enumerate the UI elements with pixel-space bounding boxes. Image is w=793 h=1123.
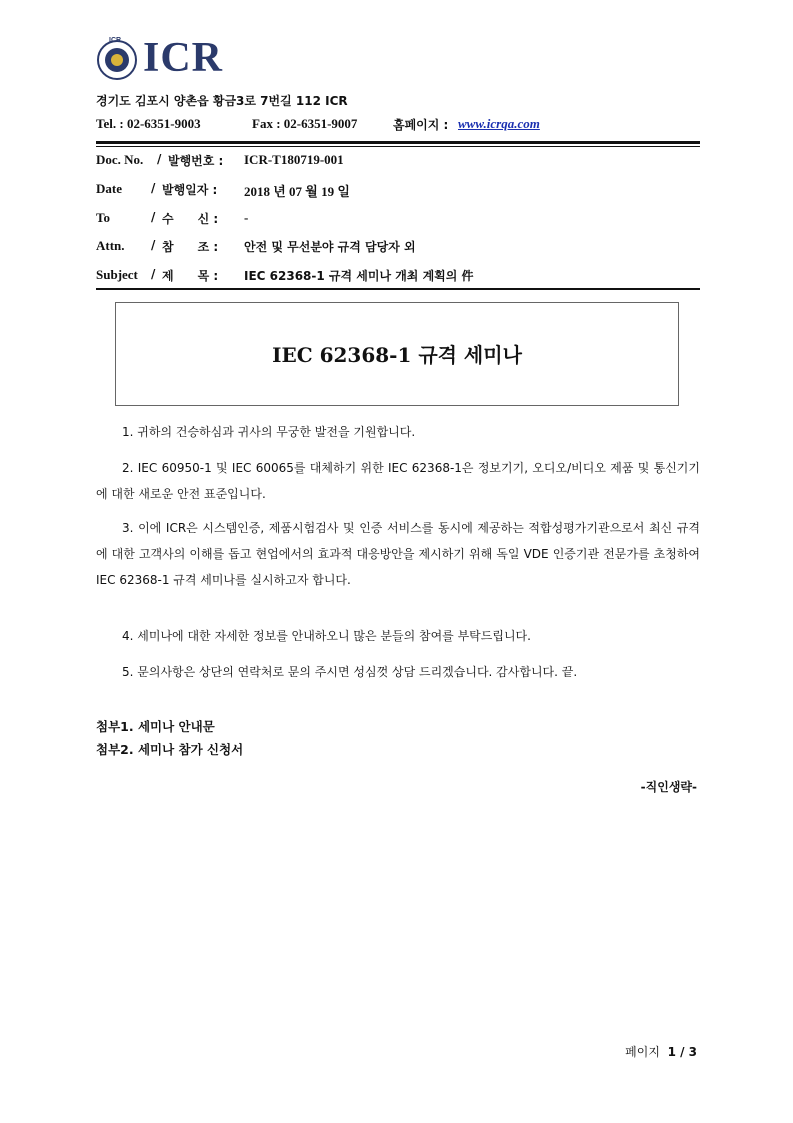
meta-value: -	[244, 210, 249, 225]
signature-omitted: -직인생략-	[640, 780, 697, 794]
paragraph-text: 3. 이에 ICR은 시스템인증, 제품시험검사 및 인증 서비스를 동시에 제공하는 적합성평가기관으로서 최신 규격에 대한 고객사의 이해를 돕고 현업에서의 효과적 대응방안을 제시하기 위해 독일 VDE 인증기관 전문가를 초청하여 IEC 62368-1 규격 세미나를 실시하고자 합니다.	[96, 521, 700, 587]
meta-value: 안전 및 무선분야 규격 담당자 외	[244, 240, 416, 254]
paragraph-text: 4. 세미나에 대한 자세한 정보를 안내하오니 많은 분들의 참여를 부탁드립니다.	[122, 629, 531, 643]
company-address: 경기도 김포시 양촌읍 황금3로 7번길 112 ICR	[96, 94, 348, 108]
meta-date	[96, 181, 700, 201]
meta-doc-no	[96, 152, 700, 172]
meta-label-ko: 참 조 :	[162, 240, 219, 254]
meta-separator: /	[157, 152, 162, 166]
logo-text: ICR	[143, 35, 224, 81]
attachment-2: 첨부2. 세미나 참가 신청서	[96, 742, 244, 757]
page-label: 페이지	[625, 1045, 660, 1059]
company-logo	[97, 35, 237, 82]
body-paragraph-4	[96, 623, 700, 649]
meta-label-ko: 발행일자 :	[162, 183, 218, 197]
paragraph-text: 5. 문의사항은 상단의 연락처로 문의 주시면 성심껏 상담 드리겠습니다. 감사합니다. 끝.	[122, 665, 578, 679]
meta-value: IEC 62368-1 규격 세미나 개최 계획의 件	[244, 269, 474, 283]
meta-divider	[96, 288, 700, 290]
meta-label-ko: 수 신 :	[162, 212, 219, 226]
body-paragraph-5	[96, 659, 700, 685]
logo-emblem-icon	[97, 40, 137, 80]
tel-number: Tel. : 02-6351-9003	[96, 116, 201, 131]
meta-separator: /	[151, 238, 156, 252]
body-paragraph-3	[96, 515, 700, 593]
body-paragraph-2	[96, 455, 700, 507]
page-indicator	[625, 1043, 697, 1060]
meta-label-en: Subject	[96, 267, 138, 282]
meta-separator: /	[151, 210, 156, 224]
meta-subject	[96, 267, 700, 287]
paragraph-text: 2. IEC 60950-1 및 IEC 60065를 대체하기 위한 IEC 62368-1은 정보기기, 오디오/비디오 제품 및 통신기기에 대한 새로운 안전 표준입니다.	[96, 461, 700, 501]
meta-to	[96, 210, 700, 230]
attachment-1: 첨부1. 세미나 안내문	[96, 719, 215, 734]
paragraph-text: 1. 귀하의 건승하심과 귀사의 무궁한 발전을 기원합니다.	[122, 425, 416, 439]
meta-label-ko: 발행번호 :	[168, 154, 224, 168]
meta-attn	[96, 238, 700, 258]
fax-number: Fax : 02-6351-9007	[252, 116, 358, 131]
meta-label-en: To	[96, 210, 110, 225]
meta-label-en: Date	[96, 181, 122, 196]
meta-separator: /	[151, 267, 156, 281]
document-title: IEC 62368-1 규격 세미나	[272, 343, 522, 367]
page-number: 1 / 3	[667, 1045, 697, 1059]
homepage-label: 홈페이지 :	[393, 118, 449, 132]
meta-value: ICR-T180719-001	[244, 152, 344, 167]
title-box	[115, 302, 679, 406]
meta-label-ko: 제 목 :	[162, 269, 219, 283]
meta-label-en: Attn.	[96, 238, 125, 253]
header-divider-thin	[96, 146, 700, 147]
header-divider	[96, 141, 700, 144]
logo-emblem-label: ICR	[109, 37, 122, 44]
meta-label-en: Doc. No.	[96, 152, 144, 167]
meta-separator: /	[151, 181, 156, 195]
homepage-link[interactable]: www.icrqa.com	[458, 116, 540, 131]
body-paragraph-1	[96, 419, 700, 445]
meta-value: 2018 년 07 월 19 일	[244, 184, 350, 199]
contact-line	[96, 116, 700, 134]
